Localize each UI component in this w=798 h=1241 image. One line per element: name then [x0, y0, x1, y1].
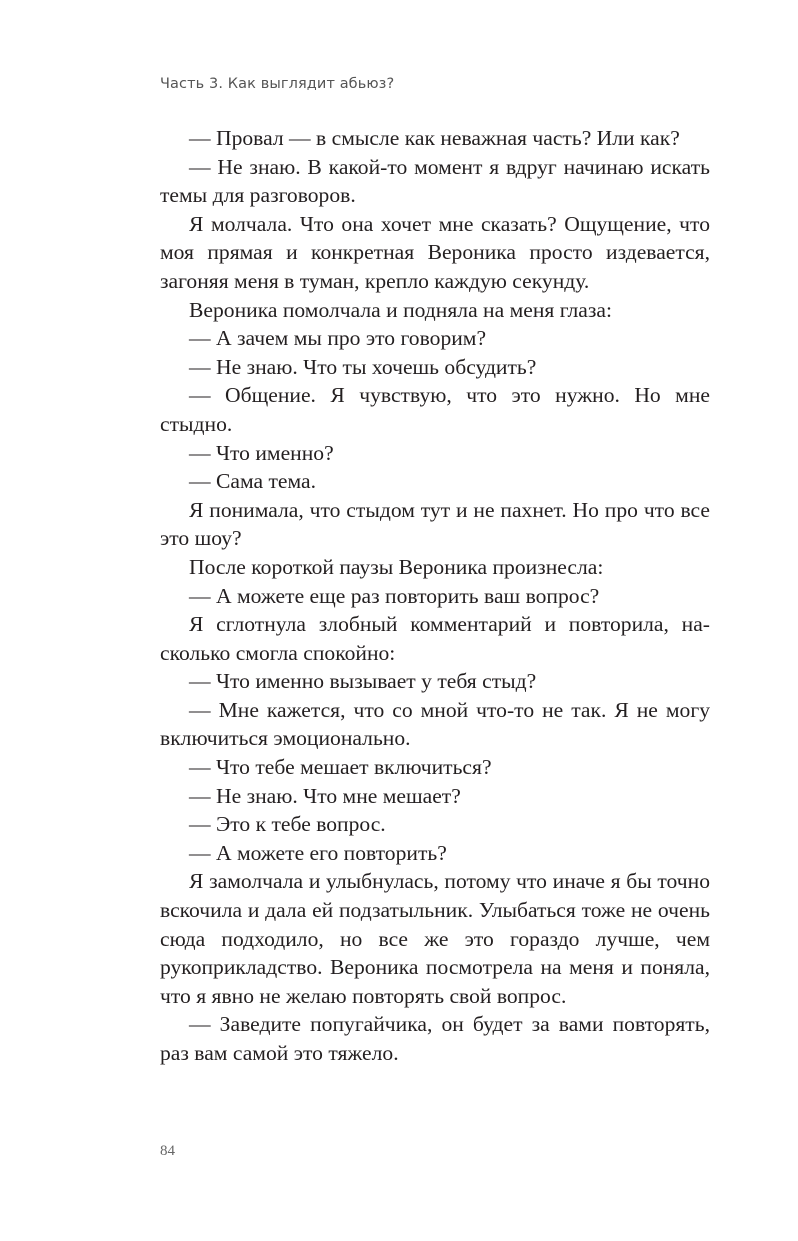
paragraph: — Что тебе мешает включиться?	[189, 755, 492, 780]
running-head: Часть 3. Как выглядит абьюз?	[160, 76, 395, 92]
paragraph: — Не знаю. Что ты хочешь обсудить?	[189, 354, 537, 379]
paragraph: — А зачем мы про это говорим?	[189, 326, 487, 351]
paragraph: — Общение. Я чувствую, что это нужно. Но мне стыдно.	[160, 383, 710, 436]
paragraph: — Заведите попугайчика, он будет за вами повторять, раз вам самой это тяжело.	[160, 1012, 710, 1065]
body-text	[160, 124, 710, 1068]
paragraph: Я замолчала и улыбнулась, потому что иначе я бы точно вскочила и дала ей подзатыльник. Улыбаться тоже не очень сюда подходило, но все же это гораздо лучше, чем рукоприкладство. Вероника посмотрела на меня и поняла, что я явно не желаю повторять свой вопрос.	[160, 869, 710, 1008]
paragraph: Я понимала, что стыдом тут и не пахнет. Но про что все это шоу?	[160, 497, 710, 551]
paragraph: Я молчала. Что она хочет мне сказать? Ощущение, что моя прямая и конкретная Вероника просто издевается, загоняя меня в туман, крепло каждую секунду.	[160, 211, 710, 293]
paragraph: — Мне кажется, что со мной что-то не так. Я не могу включиться эмоционально.	[160, 697, 710, 751]
paragraph: Я сглотнула злобный комментарий и повторила, насколько смогла спокойно:	[160, 612, 710, 665]
paragraph: — Что именно вызывает у тебя стыд?	[189, 669, 537, 694]
paragraph: — Это к тебе вопрос.	[189, 812, 386, 837]
paragraph: — А можете еще раз повторить ваш вопрос?	[189, 583, 600, 608]
paragraph: — Не знаю. В какой-то момент я вдруг начинаю искать темы для разговоров.	[160, 154, 710, 208]
paragraph: — Что именно?	[189, 440, 334, 465]
paragraph: После короткой паузы Вероника произнесла:	[189, 554, 604, 579]
paragraph: — Провал — в смысле как неважная часть? Или как?	[189, 126, 680, 150]
paragraph: Вероника помолчала и подняла на меня глаза:	[189, 297, 612, 322]
paragraph: — А можете его повторить?	[189, 840, 447, 865]
page-number: 84	[160, 1143, 175, 1159]
paragraph: — Сама тема.	[189, 469, 317, 494]
paragraph: — Не знаю. Что мне мешает?	[189, 783, 461, 808]
